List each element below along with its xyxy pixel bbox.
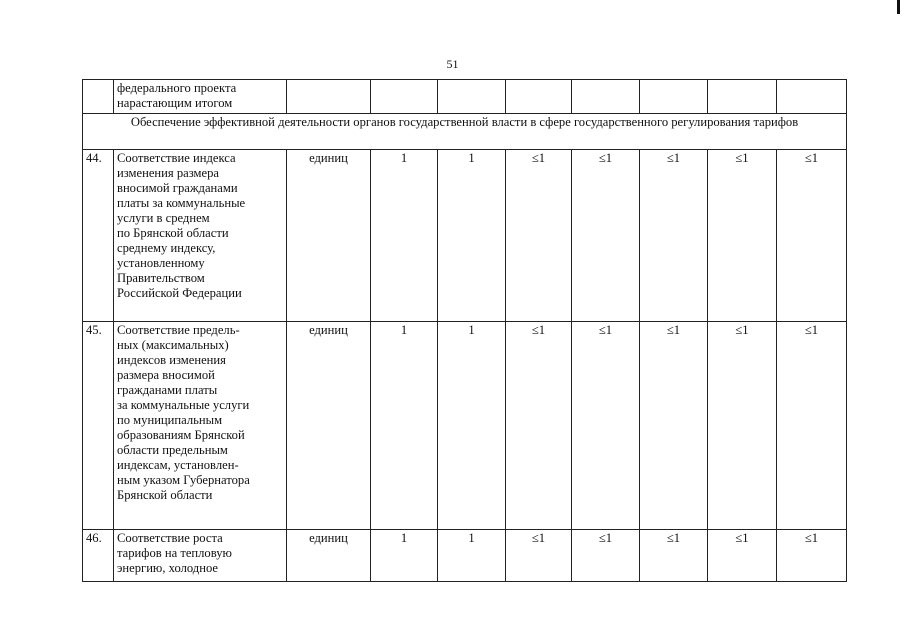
value-cell [640,80,708,114]
unit: единиц [287,530,371,582]
value: ≤1 [708,530,777,582]
value: ≤1 [506,322,572,530]
value: 1 [438,530,506,582]
indicator-name-cell [114,530,287,582]
value: 1 [438,322,506,530]
value: 1 [371,150,438,322]
value: 1 [438,150,506,322]
value: 1 [371,530,438,582]
value-cell [506,80,572,114]
indicator-name: Соответствие роста тарифов на тепловую энергию, холодное [117,531,232,575]
value: ≤1 [708,150,777,322]
table-row [83,322,847,530]
value-cell [708,80,777,114]
row-number: 45. [83,322,114,530]
value-cell [371,80,438,114]
indicator-name-cell [114,322,287,530]
value: ≤1 [572,150,640,322]
section-title: Обеспечение эффективной деятельности органов государственной власти в сфере государственного регулирования тарифов [83,114,847,150]
indicators-table [82,79,847,582]
value: ≤1 [777,150,847,322]
value: 1 [371,322,438,530]
scan-edge-mark [897,0,900,14]
table-row [83,150,847,322]
section-header-row [83,114,847,150]
value: ≤1 [572,530,640,582]
value-cell [777,80,847,114]
value-cell [438,80,506,114]
table-row-continuation [83,80,847,114]
value: ≤1 [572,322,640,530]
indicator-name: Соответствие индекса изменения размера вносимой гражданами платы за коммунальные услуги в среднем по Брянской области среднему индексу, установленному Правительством Российской Федерации [117,151,246,300]
value: ≤1 [506,150,572,322]
value: ≤1 [777,322,847,530]
value: ≤1 [640,322,708,530]
unit: единиц [287,322,371,530]
value: ≤1 [506,530,572,582]
table-row [83,530,847,582]
unit-cell [287,80,371,114]
indicator-name: Соответствие предель- ных (максимальных) индексов изменения размера вносимой гражданами платы за коммунальные услуги по муниципальным образованиям Брянской области предельным индексам, установлен- ным указом Губернатора Брянской области [117,323,250,502]
value-cell [572,80,640,114]
value: ≤1 [777,530,847,582]
row-number: 46. [83,530,114,582]
value: ≤1 [640,150,708,322]
unit: единиц [287,150,371,322]
row-number-cell [83,80,114,114]
value: ≤1 [708,322,777,530]
page-number: 51 [446,57,459,71]
indicator-name: федерального проекта нарастающим итогом [117,81,237,110]
row-number: 44. [83,150,114,322]
value: ≤1 [640,530,708,582]
indicator-name-cell [114,80,287,114]
indicator-name-cell [114,150,287,322]
